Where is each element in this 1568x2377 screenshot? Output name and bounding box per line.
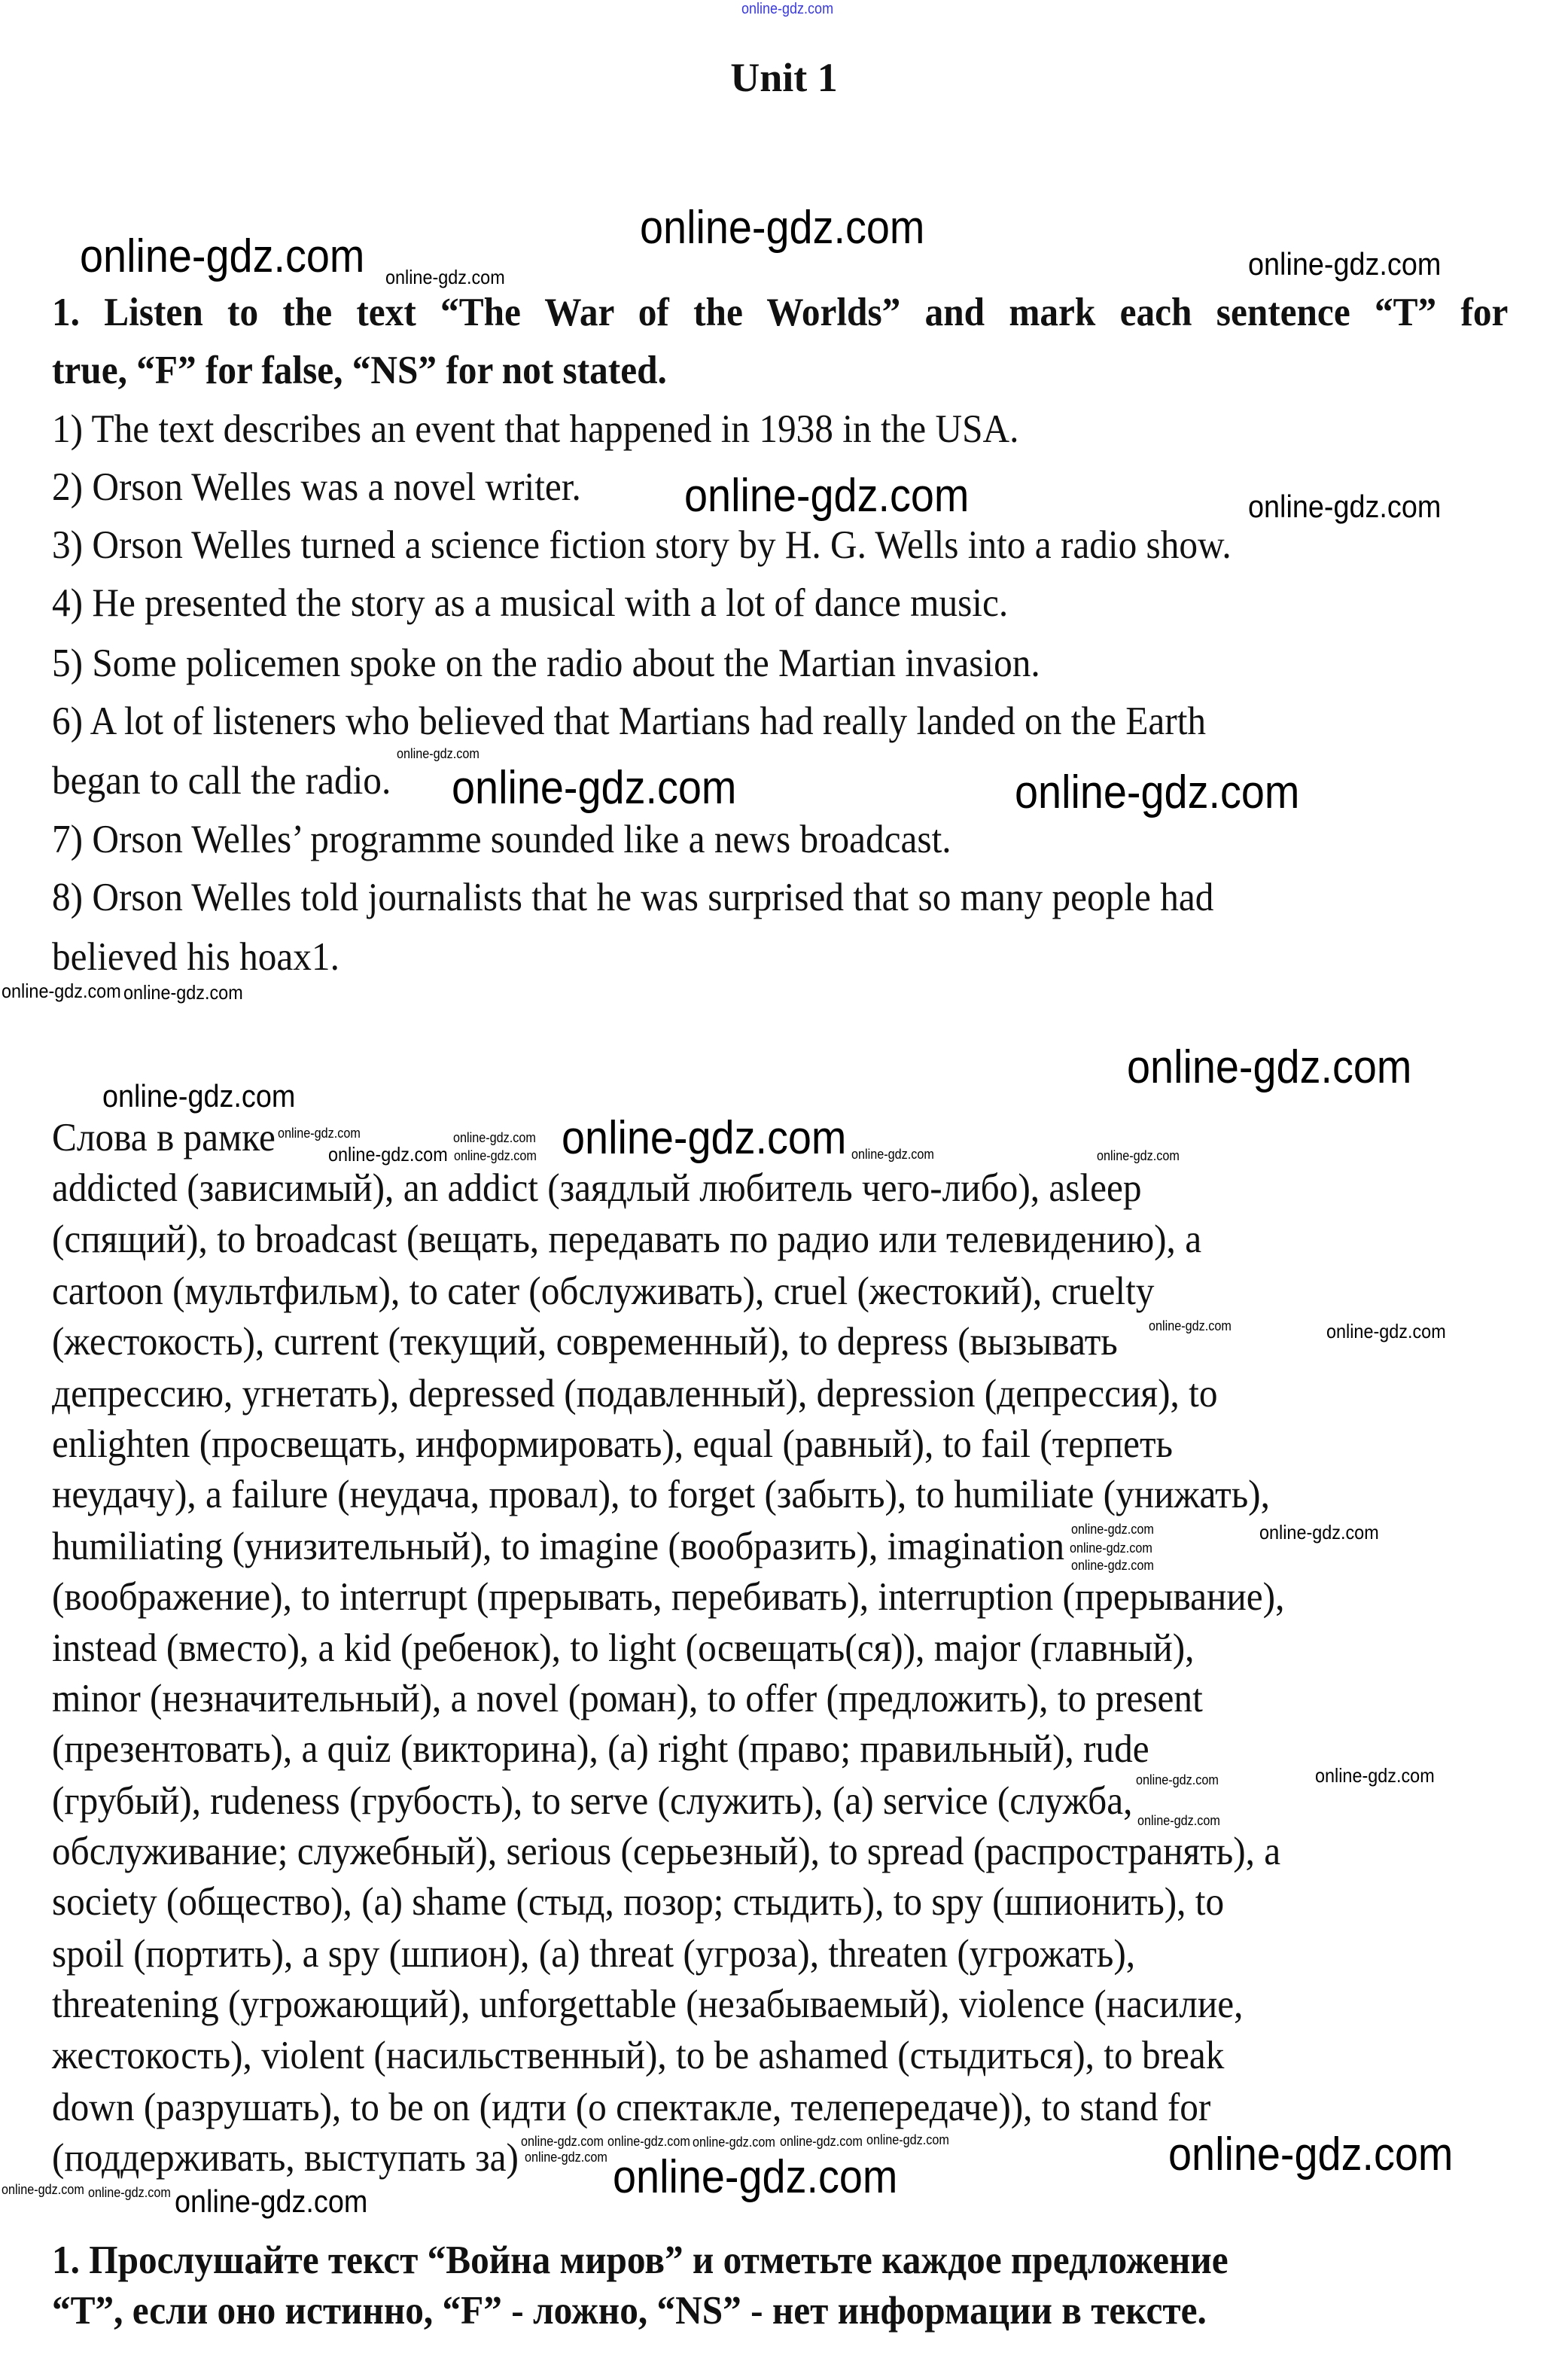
watermark: online-gdz.com	[2, 2182, 84, 2197]
watermark: online-gdz.com	[1071, 1558, 1154, 1573]
watermark: online-gdz.com	[1127, 1041, 1412, 1093]
watermark: online-gdz.com	[640, 202, 925, 254]
watermark: online-gdz.com	[102, 1078, 296, 1114]
watermark: online-gdz.com	[1248, 489, 1442, 524]
page-title: Unit 1	[730, 55, 838, 100]
watermark: online-gdz.com	[452, 762, 737, 814]
watermark: online-gdz.com	[80, 230, 365, 282]
statement: 6) A lot of listeners who believed that Martians had really landed on the Earth	[52, 699, 1207, 743]
watermark: online-gdz.com	[1097, 1148, 1180, 1163]
watermark: online-gdz.com	[684, 470, 970, 522]
vocabulary-line: threatening (угрожающий), unforgettable (незабываемый), violence (насилие,	[52, 1982, 1244, 2026]
vocabulary-line: cartoon (мультфильм), to cater (обслуживать), cruel (жестокий), cruelty	[52, 1269, 1155, 1313]
vocabulary-line: addicted (зависимый), an addict (заядлый любитель чего-либо), asleep	[52, 1166, 1142, 1210]
vocabulary-line: (жестокость), current (текущий, современный), to depress (вызывать	[52, 1320, 1118, 1364]
statement: 8) Orson Welles told journalists that he was surprised that so many people had	[52, 876, 1214, 919]
statement: began to call the radio.	[52, 759, 391, 803]
watermark: online-gdz.com	[613, 2151, 898, 2203]
exercise-heading: true, “F” for false, “NS” for not stated.	[52, 349, 667, 392]
watermark: online-gdz.com	[1136, 1772, 1219, 1787]
watermark: online-gdz.com	[693, 2135, 775, 2150]
vocabulary-line: down (разрушать), to be on (идти (о спектакле, телепередаче)), to stand for	[52, 2086, 1211, 2129]
watermark: online-gdz.com	[453, 1130, 536, 1145]
statement: 5) Some policemen spoke on the radio about the Martian invasion.	[52, 641, 1040, 685]
vocabulary-line: (грубый), rudeness (грубость), to serve (служить), (a) service (служба,	[52, 1779, 1133, 1823]
watermark: online-gdz.com	[385, 266, 505, 288]
watermark: online-gdz.com	[1071, 1522, 1154, 1537]
vocabulary-heading: Слова в рамке	[52, 1116, 276, 1160]
vocabulary-line: жестокость), violent (насильственный), to be ashamed (стыдиться), to break	[52, 2034, 1225, 2077]
vocabulary-line: (воображение), to interrupt (прерывать, перебивать), interruption (прерывание),	[52, 1575, 1285, 1619]
vocabulary-line: обслуживание; служебный), serious (серьезный), to spread (распространять), a	[52, 1830, 1281, 1873]
exercise-heading-ru: “T”, если оно истинно, “F” - ложно, “NS” - нет информации в тексте.	[52, 2289, 1207, 2333]
vocabulary-line: humiliating (унизительный), to imagine (вообразить), imagination	[52, 1525, 1065, 1568]
watermark: online-gdz.com	[521, 2134, 604, 2149]
statement: 2) Orson Welles was a novel writer.	[52, 465, 581, 509]
watermark: online-gdz.com	[1259, 1521, 1379, 1544]
vocabulary-line: (презентовать), a quiz (викторина), (a) right (право; правильный), rude	[52, 1727, 1149, 1771]
statement: 1) The text describes an event that happened in 1938 in the USA.	[52, 407, 1019, 451]
watermark: online-gdz.com	[866, 2132, 949, 2147]
watermark: online-gdz.com	[278, 1126, 361, 1141]
watermark: online-gdz.com	[741, 1, 834, 17]
exercise-heading-ru: 1. Прослушайте текст “Война миров” и отметьте каждое предложение	[52, 2238, 1229, 2282]
vocabulary-line: (поддерживать, выступать за)	[52, 2136, 519, 2180]
watermark: online-gdz.com	[454, 1148, 537, 1163]
vocabulary-line: spoil (портить), a spy (шпион), (a) threat (угроза), threaten (угрожать),	[52, 1932, 1136, 1976]
watermark: online-gdz.com	[1015, 766, 1300, 818]
vocabulary-line: (спящий), to broadcast (вещать, передавать по радио или телевидению), a	[52, 1217, 1202, 1261]
vocabulary-line: депрессию, угнетать), depressed (подавленный), depression (депрессия), to	[52, 1372, 1218, 1416]
watermark: online-gdz.com	[562, 1112, 847, 1164]
vocabulary-line: society (общество), (a) shame (стыд, позор; стыдить), to spy (шпионить), to	[52, 1880, 1225, 1924]
statement: 3) Orson Welles turned a science fiction story by H. G. Wells into a radio show.	[52, 523, 1232, 567]
watermark: online-gdz.com	[1149, 1318, 1232, 1333]
watermark: online-gdz.com	[1070, 1540, 1152, 1556]
watermark: online-gdz.com	[851, 1147, 934, 1162]
watermark: online-gdz.com	[175, 2183, 368, 2219]
watermark: online-gdz.com	[1315, 1764, 1435, 1787]
watermark: online-gdz.com	[1248, 246, 1442, 282]
watermark: online-gdz.com	[525, 2150, 607, 2165]
watermark: online-gdz.com	[397, 746, 480, 761]
watermark: online-gdz.com	[123, 981, 243, 1004]
vocabulary-line: enlighten (просвещать, информировать), equal (равный), to fail (терпеть	[52, 1422, 1174, 1466]
watermark: online-gdz.com	[88, 2185, 171, 2200]
watermark: online-gdz.com	[1137, 1813, 1220, 1828]
statement: 4) He presented the story as a musical with a lot of dance music.	[52, 581, 1009, 625]
vocabulary-line: instead (вместо), a kid (ребенок), to light (освещать(ся)), major (главный),	[52, 1626, 1195, 1670]
vocabulary-line: неудачу), a failure (неудача, провал), to forget (забыть), to humiliate (унижать),	[52, 1473, 1270, 1516]
watermark: online-gdz.com	[607, 2134, 690, 2149]
statement: 7) Orson Welles’ programme sounded like a news broadcast.	[52, 818, 951, 861]
watermark: online-gdz.com	[1326, 1320, 1446, 1342]
watermark: online-gdz.com	[1168, 2129, 1454, 2180]
watermark: online-gdz.com	[328, 1143, 448, 1166]
watermark: online-gdz.com	[2, 980, 121, 1002]
watermark: online-gdz.com	[780, 2134, 863, 2149]
vocabulary-line: minor (незначительный), a novel (роман), to offer (предложить), to present	[52, 1677, 1203, 1720]
exercise-heading: 1. Listen to the text “The War of the Worlds” and mark each sentence “T” for	[52, 291, 1509, 334]
statement: believed his hoax1.	[52, 935, 339, 979]
